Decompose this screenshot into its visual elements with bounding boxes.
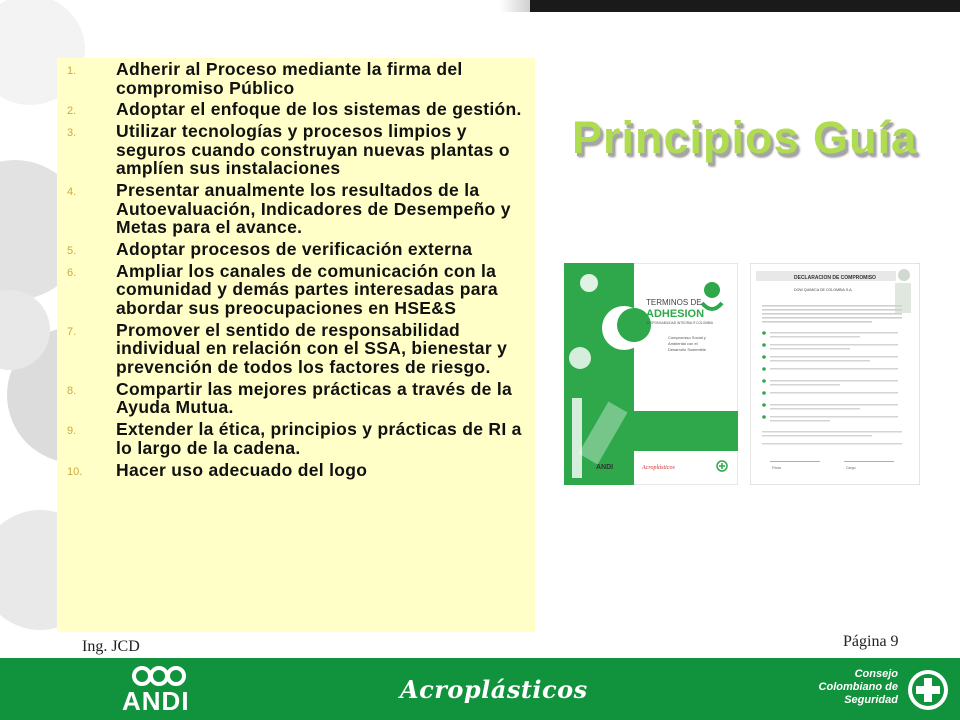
declaration-heading: DECLARACION DE COMPROMISO	[794, 275, 876, 281]
item-text: Adoptar procesos de verificación externa	[116, 239, 473, 260]
ccs-line-3: Seguridad	[844, 694, 898, 706]
item-text: Compartir las mejores prácticas a través de la Ayuda Mutua.	[116, 378, 513, 418]
ccs-line-1: Consejo	[854, 668, 898, 680]
item-number: 3.	[67, 127, 77, 140]
brochure-title-line1: TERMINOS DE	[646, 298, 702, 307]
item-text: Hacer uso adecuado del logo	[116, 459, 368, 480]
brochure-logo-acro: Acroplásticos	[642, 465, 675, 471]
list-item	[57, 380, 535, 417]
slide-title: Principios Guía	[572, 112, 918, 163]
list-item	[57, 100, 535, 119]
item-text: Ampliar los canales de comunicación con la comunidad y demás partes interesadas para abordar sus preocupaciones en HSE&S	[116, 260, 498, 318]
brochure-title-line2: ADHESION	[646, 308, 705, 320]
brochure-caption-3: Desarrollo Sostenible	[668, 347, 707, 352]
item-text: Presentar anualmente los resultados de la Autoevaluación, Indicadores de Desempeño y Metas para el avance.	[116, 180, 511, 238]
item-number: 8.	[67, 384, 77, 397]
ccs-logo-text	[770, 668, 898, 707]
item-number: 9.	[67, 425, 77, 438]
item-number: 10.	[67, 465, 83, 478]
andi-logo-text: ANDI	[122, 686, 190, 716]
item-number: 4.	[67, 186, 77, 199]
brochure-caption-1: Compromiso Social y	[668, 335, 706, 340]
item-text: Utilizar tecnologías y procesos limpios y seguros cuando construyan nuevas plantas o amplíen sus instalaciones	[116, 121, 510, 179]
item-text: Adherir al Proceso mediante la firma del compromiso Público	[116, 59, 463, 98]
list-item	[57, 262, 535, 318]
item-text: Extender la ética, principios y prácticas de RI a lo largo de la cadena.	[116, 419, 522, 458]
declaration-sign-left: Firma	[772, 466, 781, 470]
list-item	[57, 240, 535, 259]
principles-panel	[57, 58, 535, 632]
top-bar-shade	[500, 0, 530, 12]
adhesion-brochure-image	[564, 263, 738, 485]
footer-author: Ing. JCD	[82, 638, 140, 655]
declaration-company: DOW QUIMICA DE COLOMBIA S.A.	[794, 288, 853, 292]
item-number: 7.	[67, 325, 77, 338]
item-number: 1.	[67, 65, 77, 77]
commitment-declaration-image	[750, 263, 920, 485]
brochure-subtitle: RESPONSABILIDAD INTEGRAL® COLOMBIA	[646, 321, 713, 325]
list-item	[57, 461, 535, 480]
list-item	[57, 181, 535, 237]
ccs-line-2: Colombiano de	[818, 681, 898, 693]
principles-list	[57, 60, 535, 482]
brochure-caption-2: Ambiental con el	[668, 341, 698, 346]
item-number: 5.	[67, 245, 77, 258]
list-item	[57, 420, 535, 457]
andi-logo-icon	[130, 664, 188, 688]
item-text: Promover el sentido de responsabilidad individual en relación con el SSA, bienestar y prevención de todos los factores de riesgo.	[116, 319, 508, 377]
acroplasticos-logo: Acroplásticos	[400, 675, 588, 704]
cross-icon	[906, 668, 950, 712]
page-number: Página 9	[843, 633, 899, 650]
brochure-logo-andi: ANDI	[596, 464, 614, 471]
list-item	[57, 321, 535, 377]
item-number: 2.	[67, 105, 77, 118]
item-text: Adoptar el enfoque de los sistemas de gestión.	[116, 99, 522, 120]
item-number: 6.	[67, 266, 77, 279]
list-item	[57, 122, 535, 178]
declaration-sign-right: Cargo	[846, 466, 856, 470]
list-item	[57, 60, 535, 97]
top-bar	[530, 0, 960, 12]
